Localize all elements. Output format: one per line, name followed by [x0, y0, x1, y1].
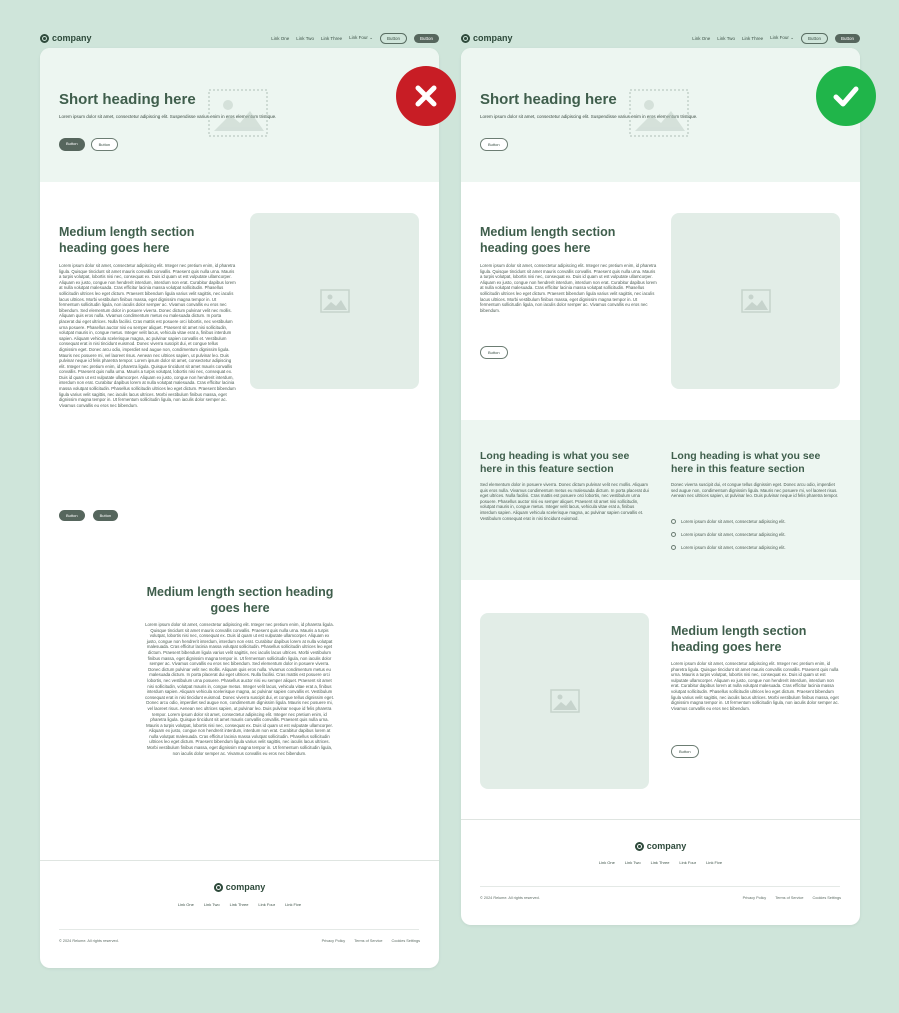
hero-primary-button[interactable]: Button	[59, 138, 85, 151]
company-logo-icon	[635, 842, 644, 851]
footer-logo-text: company	[225, 882, 266, 892]
section-1-body: Lorem ipsum dolor sit amet, consectetur adipiscing elit. Integer nec pretium enim, id pharetra ligula. Quisque tincidunt sit amet mauris convallis convallis. Praesent quis nulla urna. Mauris a turpis volutpat, lobortis nisi nec, consequat ex. Duis id quam ut est vulputate ullamcorper. Aliquam ex justo, congue non hendrerit interdum, interdum non erat. Curabitur dapibus lorem at nulla volutpat malesuada. Cras efficitur lacinia massa volutpat sollicitudin. Phasellus sollicitudin ultrices leo eget dictum. Praesent bibendum ligula varius velit sagittis, nec iaculis lacus ultrices. Morbi vestibulum finibus massa, eget dignissim magna tempor in. Ut fermentum sollicitudin ligula, non iaculis dolor semper ac. Vivamus convallis eu eros nec bibendum. Sed elementum dolor in posuere viverra. Donec dictum pulvinar velit nec mollis. Aliquam quis eros nulla. Vivamus condimentum metus eu malesuada dictum. In porta placerat dui eget ultrices. Nulla facilisi. Cras mattis est posuere orci lobortis, nec vestibulum urna posuere. Phasellus auctor nisi eu semper aliquet. Praesent sit amet nisi sollicitudin, volutpat mauris in, congue metus. Integer velit lacus, vehicula vitae erat a, finibus interdum sapien. Aliquam vehicula scelerisque magna, ac pulvinar sapien convallis et. Vestibulum consequat erat in nisi tincidunt euismod. Donec viverra suscipit dui, et congue tellus dignissim eget. Donec arcu odio, imperdiet sed augue non, condimentum dignissim ligula. Mauris nec posuere mi, vel laoreet risus. Aenean nec ultrices sapien, ut pulvinar leo. Duis pulvinar neque id felis pharetra tempor. Lorem ipsum dolor sit amet, consectetur adipiscing elit. Integer nec pretium enim, id pharetra ligula. Quisque tincidunt sit amet mauris convallis convallis. Praesent quis nulla urna. Mauris a turpis volutpat, lobortis nisi nec, consequat ex. Duis id quam ut est vulputate ullamcorper. Aliquam ex justo, congue non hendrerit interdum, interdum non erat. Curabitur dapibus lorem at nulla volutpat malesuada. Cras efficitur lacinia massa volutpat sollicitudin. Phasellus sollicitudin ultrices leo eget dictum. Praesent bibendum ligula varius velit sagittis, nec iaculis lacus ultrices. Morbi vestibulum finibus massa, eget dignissim magna tempor in. Ut fermentum sollicitudin ligula, non iaculis dolor semper ac. Vivamus convallis eu eros nec bibendum.	[59, 263, 236, 408]
cookies-settings-link[interactable]: Cookies Settings	[812, 896, 841, 900]
feature-1-title: Long heading is what you see here in this feature section	[480, 450, 630, 475]
company-logo-icon	[40, 34, 49, 43]
hero-title: Short heading here	[480, 91, 617, 108]
nav-link-two[interactable]: Link Two	[296, 35, 314, 41]
image-placeholder-icon	[208, 89, 268, 137]
section-1-button-1[interactable]: Button	[59, 510, 85, 521]
chevron-down-icon: ⌄	[790, 35, 794, 40]
section-1-body: Lorem ipsum dolor sit amet, consectetur adipiscing elit. Integer nec pretium enim, id pharetra ligula. Quisque tincidunt sit amet mauris convallis convallis. Praesent quis nulla urna. Mauris a turpis volutpat, lobortis nisi nec, consequat ex. Duis id quam ut est vulputate ullamcorper. Aliquam ex justo, congue non hendrerit interdum, interdum non erat. Curabitur dapibus lorem at nulla volutpat malesuada. Cras efficitur lacinia massa volutpat sollicitudin. Phasellus sollicitudin ultrices leo eget dictum. Praesent bibendum ligula varius velit sagittis, nec iaculis lacus ultrices. Morbi vestibulum finibus massa, eget dignissim magna tempor in. Ut fermentum sollicitudin ligula, non iaculis dolor semper ac. Vivamus convallis eu eros nec bibendum.	[480, 263, 657, 313]
nav-outline-button[interactable]: Button	[801, 33, 828, 44]
section-1-button-2[interactable]: Button	[93, 510, 119, 521]
list-item	[671, 519, 841, 524]
section-2-button[interactable]: Button	[671, 745, 699, 758]
hero-buttons	[480, 138, 508, 151]
footer-divider	[480, 886, 840, 887]
section-1-buttons	[59, 510, 118, 521]
nav-link-four[interactable]	[770, 35, 794, 41]
footer-top-border	[40, 860, 439, 861]
hero-title: Short heading here	[59, 91, 196, 108]
list-item-text: Lorem ipsum dolor sit amet, consectetur adipiscing elit.	[681, 519, 786, 524]
list-item	[671, 545, 841, 550]
section-1-title: Medium length section heading goes here	[59, 225, 195, 255]
company-logo-icon	[461, 34, 470, 43]
footer-link-two[interactable]: Link Two	[203, 902, 220, 907]
image-placeholder-icon	[629, 89, 689, 137]
top-navigation	[40, 30, 439, 46]
footer-links	[461, 860, 860, 865]
nav-logo[interactable]	[40, 33, 92, 43]
logo-text: company	[52, 33, 92, 43]
hero-secondary-button[interactable]: Button	[91, 138, 119, 151]
nav-link-four-label: Link Four	[770, 35, 789, 40]
privacy-policy-link[interactable]: Privacy Policy	[742, 896, 767, 900]
wrong-example-panel	[40, 0, 439, 1013]
company-logo-icon	[214, 883, 223, 892]
feature-1-body: Sed elementum dolor in posuere viverra. Donec dictum pulvinar velit nec mollis. Aliquam quis eros nulla. Vivamus condimentum metus eu malesuada dictum. In porta placerat dui eget ultrices. Nulla facilisi. Cras mattis est posuere orci lobortis, nec vestibulum urna posuere. Phasellus auctor nisi eu semper aliquet. Praesent sit amet nisi sollicitudin, volutpat mauris in, congue metus. Integer velit lacus, vehicula vitae erat a, finibus interdum sapien. Aliquam vehicula scelerisque magna, ac pulvinar sapien convallis et. Vestibulum consequat erat in nisi tincidunt euismod.	[480, 482, 649, 521]
nav-link-two[interactable]: Link Two	[717, 35, 735, 41]
footer-copyright: © 2024 Relume. All rights reserved.	[480, 896, 540, 900]
page-card	[461, 48, 860, 925]
footer-link-five[interactable]: Link Five	[706, 860, 723, 865]
section-1-title: Medium length section heading goes here	[480, 225, 616, 255]
hero-description: Lorem ipsum dolor sit amet, consectetur adipiscing elit. Suspendisse varius enim in eros elementum tristique.	[480, 114, 698, 119]
image-placeholder-icon	[480, 613, 649, 789]
hero-section	[40, 48, 439, 182]
footer-divider	[59, 929, 419, 930]
image-placeholder-icon	[250, 213, 419, 389]
terms-of-service-link[interactable]: Terms of Service	[354, 939, 383, 943]
footer-links	[40, 902, 439, 907]
footer-legal-links	[743, 896, 841, 900]
hero-buttons	[59, 138, 118, 151]
hero-section	[461, 48, 860, 182]
footer-logo-text: company	[646, 841, 687, 851]
feature-2-title: Long heading is what you see here in this feature section	[671, 450, 821, 475]
nav-outline-button[interactable]: Button	[380, 33, 407, 44]
footer-logo[interactable]	[635, 841, 687, 851]
footer-link-four[interactable]: Link Four	[679, 860, 697, 865]
footer-link-four[interactable]: Link Four	[258, 902, 276, 907]
footer-logo-wrap	[461, 841, 860, 851]
section-1-button[interactable]: Button	[480, 346, 508, 359]
image-placeholder-icon	[671, 213, 840, 389]
close-icon	[411, 81, 441, 111]
footer-link-one[interactable]: Link One	[598, 860, 615, 865]
footer-link-five[interactable]: Link Five	[285, 902, 302, 907]
wrong-badge	[396, 66, 456, 126]
footer-top-border	[461, 819, 860, 820]
top-navigation	[461, 30, 860, 46]
footer-copyright: © 2024 Relume. All rights reserved.	[59, 939, 119, 943]
nav-link-one[interactable]: Link One	[692, 35, 711, 41]
nav-link-one[interactable]: Link One	[271, 35, 290, 41]
terms-of-service-link[interactable]: Terms of Service	[775, 896, 804, 900]
list-item-text: Lorem ipsum dolor sit amet, consectetur adipiscing elit.	[681, 532, 786, 537]
list-bullet-icon	[671, 519, 676, 524]
cookies-settings-link[interactable]: Cookies Settings	[391, 939, 420, 943]
list-bullet-icon	[671, 532, 676, 537]
logo-text: company	[473, 33, 513, 43]
hero-button[interactable]: Button	[480, 138, 508, 151]
nav-solid-button[interactable]: Button	[835, 34, 860, 43]
nav-link-three[interactable]: Link Three	[741, 35, 764, 41]
footer-link-one[interactable]: Link One	[177, 902, 194, 907]
section-2-title: Medium length section heading goes here	[146, 585, 334, 615]
nav-logo[interactable]	[461, 33, 513, 43]
list-item-text: Lorem ipsum dolor sit amet, consectetur adipiscing elit.	[681, 545, 786, 550]
list-bullet-icon	[671, 545, 676, 550]
footer-logo-wrap	[40, 882, 439, 892]
nav-links	[271, 33, 439, 44]
feature-2-body: Donec viverra suscipit dui, et congue tellus dignissim eget. Donec arcu odio, imperdiet sed augue non, condimentum dignissim ligula. Mauris nec posuere mi, vel laoreet risus. Aenean nec ultrices sapien, ut pulvinar leo. Duis pulvinar neque id felis pharetra tempor.	[671, 482, 839, 499]
nav-link-three[interactable]: Link Three	[320, 35, 343, 41]
feature-2-list	[671, 519, 841, 558]
nav-link-four[interactable]	[349, 35, 373, 41]
footer-link-two[interactable]: Link Two	[624, 860, 641, 865]
correct-example-panel	[461, 0, 860, 1013]
privacy-policy-link[interactable]: Privacy Policy	[321, 939, 346, 943]
nav-solid-button[interactable]: Button	[414, 34, 439, 43]
hero-description: Lorem ipsum dolor sit amet, consectetur adipiscing elit. Suspendisse varius enim in eros elementum tristique.	[59, 114, 277, 119]
page-card	[40, 48, 439, 968]
list-item	[671, 532, 841, 537]
nav-link-four-label: Link Four	[349, 35, 368, 40]
checkmark-icon	[830, 80, 862, 112]
nav-links	[692, 33, 860, 44]
section-2-body: Lorem ipsum dolor sit amet, consectetur adipiscing elit. Integer nec pretium enim, id pharetra ligula. Quisque tincidunt sit amet mauris convallis convallis. Praesent quis nulla urna. Mauris a turpis volutpat, lobortis nisi nec, consequat ex. Duis id quam ut est vulputate ullamcorper. Aliquam ex justo, congue non hendrerit interdum, interdum non erat. Curabitur dapibus lorem at nulla volutpat malesuada. Cras efficitur lacinia massa volutpat sollicitudin. Phasellus sollicitudin ultrices leo eget dictum. Praesent bibendum ligula varius velit sagittis, nec iaculis lacus ultrices. Morbi vestibulum finibus massa, eget dignissim magna tempor in. Ut fermentum sollicitudin ligula, non iaculis dolor semper ac. Vivamus convallis eu eros nec bibendum. Sed elementum dolor in posuere viverra. Donec dictum pulvinar velit nec mollis. Aliquam quis eros nulla. Vivamus condimentum metus eu malesuada dictum. In porta placerat dui eget ultrices. Nulla facilisi. Cras mattis est posuere orci lobortis, nec vestibulum urna posuere. Phasellus auctor nisi eu semper aliquet. Praesent sit amet nisi sollicitudin, volutpat mauris in, congue metus. Integer velit lacus, vehicula vitae erat a, finibus interdum sapien. Aliquam vehicula scelerisque magna, ac pulvinar sapien convallis et. Vestibulum consequat erat in nisi tincidunt euismod. Donec viverra suscipit dui, et congue tellus dignissim eget. Donec arcu odio, imperdiet sed augue non, condimentum dignissim ligula. Mauris nec posuere mi, vel laoreet risus. Aenean nec ultrices sapien, ut pulvinar leo. Duis pulvinar neque id felis pharetra tempor. Lorem ipsum dolor sit amet, consectetur adipiscing elit. Integer nec pretium enim, id pharetra ligula. Quisque tincidunt sit amet mauris convallis convallis. Praesent quis nulla urna. Mauris a turpis volutpat, lobortis nisi nec, consequat ex. Duis id quam ut est vulputate ullamcorper. Aliquam ex justo, congue non hendrerit interdum, interdum non erat. Curabitur dapibus lorem at nulla volutpat malesuada. Cras efficitur lacinia massa volutpat sollicitudin. Phasellus sollicitudin ultrices leo eget dictum. Praesent bibendum ligula varius velit sagittis, nec iaculis lacus ultrices. Morbi vestibulum finibus massa, eget dignissim magna tempor in. Ut fermentum sollicitudin ligula, non iaculis dolor semper ac. Vivamus convallis eu eros nec bibendum.	[145, 622, 334, 756]
footer-legal-links	[322, 939, 420, 943]
footer-link-three[interactable]: Link Three	[650, 860, 670, 865]
section-2-title: Medium length section heading goes here	[671, 624, 807, 654]
footer-link-three[interactable]: Link Three	[229, 902, 249, 907]
section-2-body: Lorem ipsum dolor sit amet, consectetur adipiscing elit. Integer nec pretium enim, id pharetra ligula. Quisque tincidunt sit amet mauris convallis convallis. Praesent quis nulla urna. Mauris a turpis volutpat, lobortis nisi nec, consequat ex. Duis id quam ut est vulputate ullamcorper. Aliquam ex justo, congue non hendrerit interdum, interdum non erat. Curabitur dapibus lorem at nulla volutpat malesuada. Cras efficitur lacinia massa volutpat sollicitudin. Phasellus sollicitudin ultrices leo eget dictum. Praesent bibendum ligula varius velit sagittis, nec iaculis lacus ultrices. Morbi vestibulum finibus massa, eget dignissim magna tempor in. Ut fermentum sollicitudin ligula, non iaculis dolor semper ac. Vivamus convallis eu eros nec bibendum.	[671, 661, 839, 711]
chevron-down-icon: ⌄	[369, 35, 373, 40]
footer-logo[interactable]	[214, 882, 266, 892]
correct-badge	[816, 66, 876, 126]
